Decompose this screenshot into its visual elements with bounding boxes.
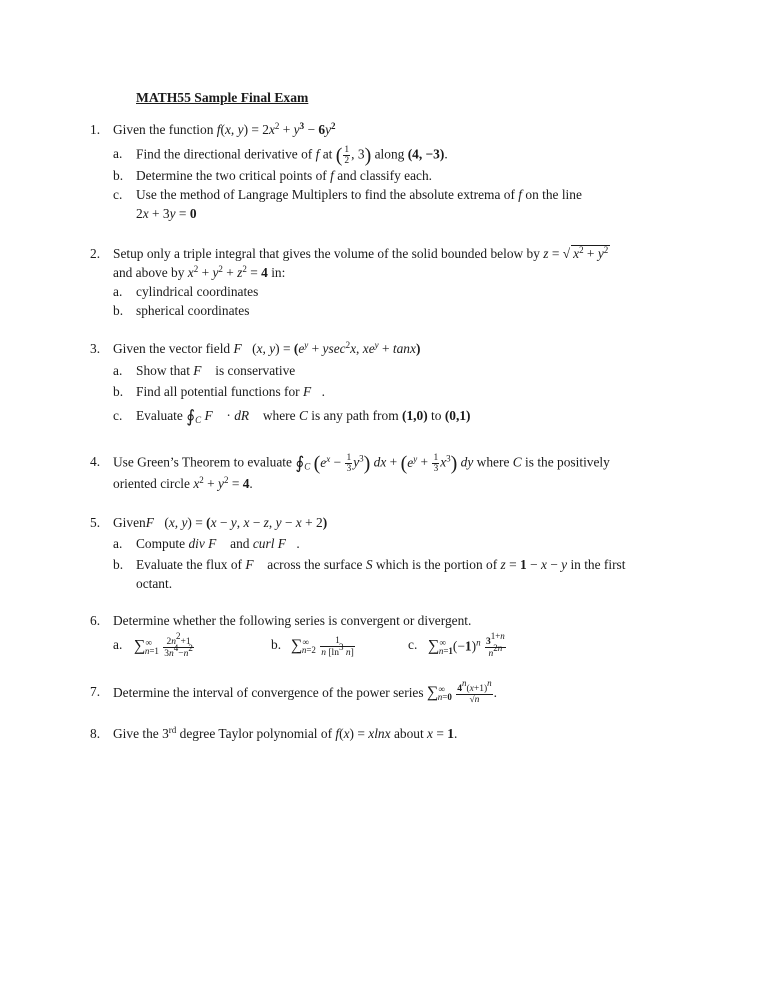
q4-stem-cont: oriented circle $x^2 + y^2 = 4$. [113,475,253,491]
page-title: MATH55 Sample Final Exam [136,90,309,105]
q1b-label: b. [113,168,124,183]
q1a-label: a. [113,146,123,161]
q4-number: 4. [90,454,101,469]
q5a-label: a. [113,536,123,551]
q2-stem-cont: and above by $x^2 + y^2 + z^2 = 4$ in: [113,264,286,280]
q3a-label: a. [113,363,123,378]
q3-stem: Given the vector field F⃗(x, $y) = (e^y + ysec^2x$, $xe^y + \tan x$) [113,340,421,356]
q6b-series: $\sum^\infty_{n=2}$ $\frac{1}{n [\ln^3 n]}$ [291,636,354,658]
q8-number: 8. [90,726,101,741]
q5b-label: b. [113,557,124,572]
q1c-label: c. [113,187,123,202]
q7-number: 7. [90,684,101,699]
q5-number: 5. [90,515,101,530]
q3c-label: c. [113,408,123,423]
q3b-text: Find all potential functions for F⃗. [136,384,325,399]
q3b-label: b. [113,384,124,399]
q5b-text: Evaluate the flux of F⃗ across the surface S which is the portion of z = 1 − x − y in the first [136,557,626,572]
q1-stem: Given the function f(x, $y) = 2x^2 + y^3 - 6y^2$ [113,121,336,137]
q1c-text: Use the method of Langrage Multiplers to find the absolute extrema of f on the line [136,187,582,202]
q6a-label: a. [113,637,123,652]
q2-stem: Setup only a triple integral that gives the volume of the solid bounded below by z = √ $x^2 + y^2$ [113,245,609,261]
q2b-label: b. [113,303,124,318]
q5b-text-cont: octant. [136,576,173,591]
q6-stem: Determine whether the following series is convergent or divergent. [113,613,472,628]
q6-number: 6. [90,613,101,628]
q7-stem: Determine the interval of convergence of the power series $\sum^\infty_{n=0}$ $\frac{4^n(x+1)^n}{√n}$ . [113,678,497,705]
q6c-label: c. [408,637,418,652]
q3-number: 3. [90,341,101,356]
q3c-text: Evaluate $∮_C$ F⃗ · dR⃗ where C is any path from (1,0) to (0,1) [136,407,471,426]
q3a-text: Show that F⃗ is conservative [136,363,296,378]
q2a-label: a. [113,284,123,299]
q1-number: 1. [90,122,101,137]
q2-number: 2. [90,246,101,261]
q2b-text: spherical coordinates [136,303,250,318]
q1a-text: Find the directional derivative of f at ( $\frac{1}{2}$ , 3) along (4, −3). [136,144,448,167]
q2a-text: cylindrical coordinates [136,284,259,299]
q4-stem: Use Green’s Theorem to evaluate $∮_C$ ($e^x$ − $\frac{1}{3}$ $y^3$) dx + ($e^y$ + $\frac{1}{3}$ $x^3$) dy where C is the positively [113,452,610,475]
q5-stem: GivenF⃗(x, y) = (x − y, x − z, y − x + 2) [113,515,328,530]
q8-stem: Give the 3rd degree Taylor polynomial of f(x) = xlnx about x = 1. [113,725,458,741]
q1b-text: Determine the two critical points of f and classify each. [136,168,433,183]
q6c-series: $\sum^\infty_{n=1}(-1)^n$ $\frac{3^{1+n}}{n^{2n}}$ [428,631,505,659]
q5a-text: Compute div F⃗ and curl F⃗. [136,536,300,551]
q1c-line-equation: 2x + 3y = 0 [136,206,197,221]
q6b-label: b. [271,637,282,652]
q6a-series: $\sum^\infty_{n=1}$ $\frac{2n^2+1}{3n^4-n^2}$ [134,631,193,659]
